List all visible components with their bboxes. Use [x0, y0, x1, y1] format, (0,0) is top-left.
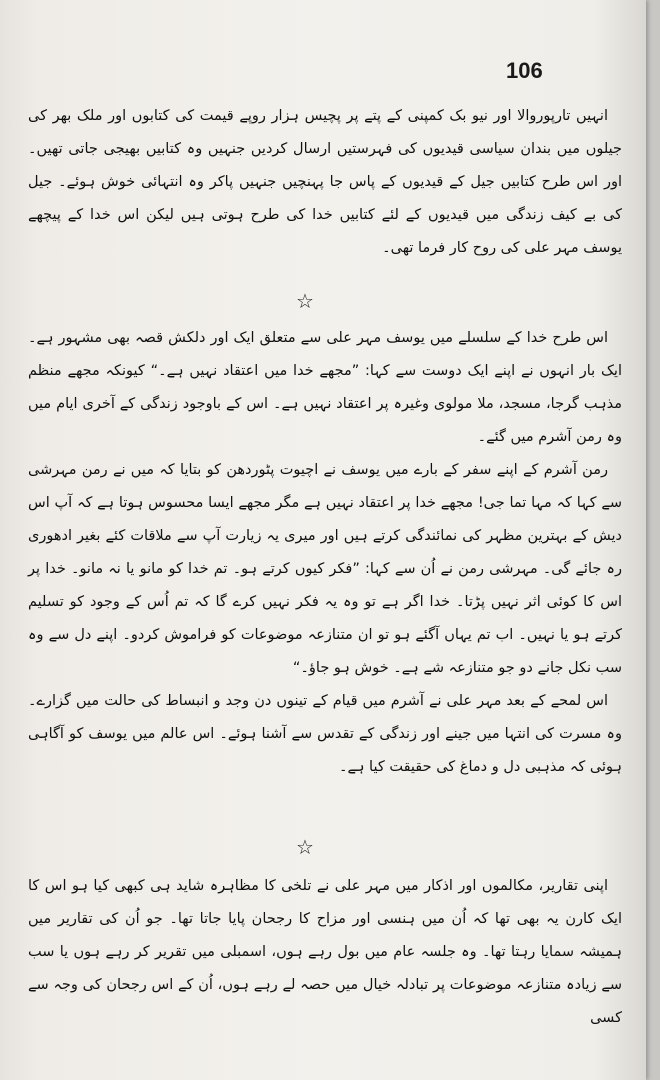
star-separator-icon: ☆ [296, 289, 314, 313]
section-1-paragraph: انہیں تارپوروالا اور نیو بک کمپنی کے پتے پر پچیس ہزار روپے قیمت کی کتابوں اور ملک بھر کی جیلوں میں بندان سیاسی قیدیوں کی فہرستیں ارسال کردیں جنہیں وہ کتابیں بھیجی جاتی تھیں۔ اور اس طرح کتابیں جیل کے قیدیوں کے پاس جا پہنچیں جنہیں پاکر وہ انتہائی خوش ہوئے۔ جیل کی بے کیف زندگی میں قیدیوں کے لئے کتابیں خدا کی طرح ہوتی ہیں لیکن اس خدا کے پیچھے یوسف مہر علی کی روح کار فرما تھی۔ [28, 108, 622, 256]
star-separator-icon: ☆ [296, 835, 314, 859]
section-3-paragraph: اپنی تقاریر، مکالموں اور اذکار میں مہر علی نے تلخی کا مظاہرہ شاید ہی کبھی کیا ہو اس کا ایک کارن یہ بھی تھا کہ اُن میں ہنسی اور مزاح کا رجحان پایا جاتا تھا۔ جو اُن کی تقاریر میں ہمیشہ سمایا رہتا تھا۔ وہ جلسہ عام میں بول رہے ہوں، اسمبلی میں تقریر کر رہے ہوں یا سب سے زیادہ متنازعہ موضوعات پر تبادلہ خیال میں حصہ لے رہے ہوں، اُن کے اس رجحان کی وجہ سے کسی [28, 878, 622, 1026]
section-3 [28, 870, 622, 1035]
section-1 [28, 100, 622, 265]
page-number: 106 [506, 58, 543, 83]
section-2-paragraph-1: اس طرح خدا کے سلسلے میں یوسف مہر علی سے متعلق ایک اور دلکش قصہ بھی مشہور ہے۔ ایک بار انہوں نے اپنے ایک دوست سے کہا: ”مجھے خدا میں اعتقاد نہیں ہے۔“ کیونکہ مجھے منظم مذہب گرجا، مسجد، ملا مولوی وغیرہ پر اعتقاد نہیں ہے۔ اس کے باوجود زندگی کے آخری ایام میں وہ رمن آشرم میں گئے۔ [28, 330, 622, 445]
section-2-paragraph-2: رمن آشرم کے اپنے سفر کے بارے میں یوسف نے اچیوت پٹوردھن کو بتایا کہ میں نے رمن مہرشی سے کہا کہ مہا تما جی! مجھے خدا پر اعتقاد نہیں ہے مگر مجھے ایسا محسوس ہوتا ہے کہ آپ اس دیش کے بہترین مظہر کی نمائندگی کرتے ہیں اور میری یہ زیارت آپ سے ملاقات کئے بغیر ادھوری رہ جائے گی۔ مہرشی رمن نے اُن سے کہا: ”فکر کیوں کرتے ہو۔ تم خدا کو مانو یا نہ مانو۔ خدا پر اس کا کوئی اثر نہیں پڑتا۔ خدا اگر ہے تو وہ یہ فکر نہیں کرے گا کہ تم اُس کے وجود کو تسلیم کرتے ہو یا نہیں۔ اب تم یہاں آگئے ہو تو ان متنازعہ موضوعات کو فراموش کردو۔ اپنے دل سے وہ سب نکل جانے دو جو متنازعہ شے ہے۔ خوش ہو جاؤ۔“ [28, 462, 622, 676]
section-2 [28, 322, 622, 784]
section-2-paragraph-3: اس لمحے کے بعد مہر علی نے آشرم میں قیام کے تینوں دن وجد و انبساط کی حالت میں گزارے۔ وہ مسرت کی انتہا میں جینے اور زندگی کے تقدس سے آشنا ہوئے۔ اس عالم میں یوسف کو آگاہی ہوئی کہ مذہبی دل و دماغ کی حقیقت کیا ہے۔ [28, 693, 622, 775]
